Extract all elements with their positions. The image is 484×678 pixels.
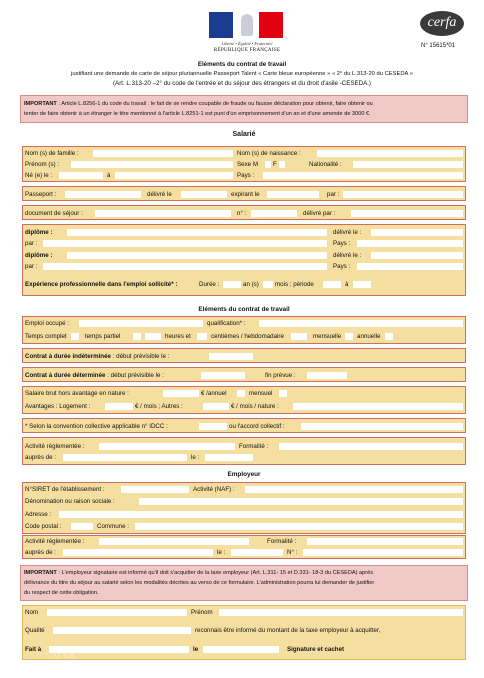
- diplome-2-par-label: par :: [25, 263, 38, 270]
- accord-label: ou l'accord collectif :: [229, 423, 285, 430]
- diplome-2-pays-label: Pays :: [333, 263, 351, 270]
- important-notice-taxe: [20, 565, 468, 601]
- nom-famille-field[interactable]: [93, 150, 233, 157]
- emploi-label: Emploi occupé :: [25, 320, 70, 327]
- qualification-label: qualification* :: [207, 320, 246, 327]
- cdi-label: Contrat à durée indéterminée: [25, 353, 111, 360]
- idcc-field[interactable]: [199, 423, 227, 430]
- prenom-field[interactable]: [71, 161, 233, 168]
- employeur-activite-reg-field[interactable]: [99, 538, 249, 545]
- important-text-2: tenter de faire obtenir à un étranger le titre mentionné à l'article L.8251-1 est puni d'un emprisonnement d'un an et d'une amende de 3000 €.: [24, 111, 371, 117]
- temps-complet-label: Temps complet: [25, 333, 67, 340]
- cdd-label: Contrat à durée déterminée: [25, 372, 106, 379]
- marianne-logo: [209, 12, 283, 38]
- nationalite-label: Nationalité :: [309, 161, 342, 168]
- diplome-1-field[interactable]: [67, 229, 327, 236]
- qualite-field[interactable]: [53, 627, 191, 634]
- employeur-numero-field[interactable]: [303, 549, 463, 556]
- doc-sejour-label: document de séjour :: [25, 210, 83, 217]
- lieu-naissance-label: à: [107, 172, 111, 179]
- sexe-f-checkbox[interactable]: [279, 161, 285, 168]
- section-salarie-heading: Salarié: [20, 131, 468, 138]
- aupres-label: auprès de :: [25, 454, 56, 461]
- passeport-field[interactable]: [65, 191, 141, 198]
- doc-sejour-numero-label: n° :: [237, 210, 247, 217]
- salaire-block: [22, 386, 466, 414]
- signature-block: [22, 605, 466, 660]
- diplome-1-par-label: par :: [25, 240, 38, 247]
- commune-field[interactable]: [135, 523, 463, 530]
- reconnais-text: reconnais être informé du montant de la taxe employeur à acquitter,: [195, 627, 381, 634]
- euro-annuel-label: € /annuel: [201, 390, 227, 397]
- convention-label: * Selon la convention collective applicable n° IDCC :: [25, 423, 168, 430]
- diplome-1-pays-field[interactable]: [357, 240, 463, 247]
- nationalite-field[interactable]: [353, 161, 463, 168]
- section-employeur-heading: Employeur: [20, 471, 468, 478]
- passeport-par-label: par :: [327, 191, 340, 198]
- denomination-label: Dénomination ou raison sociale :: [25, 498, 115, 505]
- emploi-field[interactable]: [79, 320, 203, 327]
- pays-naissance-field[interactable]: [263, 172, 463, 179]
- devise: Liberté • Égalité • Fraternité: [221, 41, 273, 46]
- important-2-line-3: du respect de cette obligation.: [24, 590, 99, 596]
- le-label: le :: [191, 454, 200, 461]
- doc-sejour-field[interactable]: [95, 210, 231, 217]
- republique-francaise: RÉPUBLIQUE FRANÇAISE: [213, 47, 281, 53]
- doc-sejour-numero-field[interactable]: [251, 210, 297, 217]
- diplome-experience-block: [22, 224, 466, 296]
- experience-ans-label: an (s): [243, 281, 259, 288]
- important-2-line-1: : L'employeur signataire est informé qu'il doit s'acquitter de la taxe employeur (Art. L.311- 15 et D.331- 18-3 du CESEDA) après: [56, 570, 374, 576]
- temps-partiel-label: temps partiel: [85, 333, 121, 340]
- formalite-field[interactable]: [279, 443, 463, 450]
- cdd-fin-label: fin prévue :: [265, 372, 296, 379]
- formalite-label: Formalité :: [239, 443, 269, 450]
- activite-reglementee-salarie-block: [22, 437, 466, 465]
- nature-label: € / mois / nature :: [231, 403, 279, 410]
- employeur-aupres-label: auprès de :: [25, 549, 56, 556]
- form-subtitle-2: (Art. L.313-20 –2° du code de l'entrée et du séjour des étrangers et du droit d'asile -CESEDA.): [113, 80, 371, 87]
- lieu-naissance-field[interactable]: [115, 172, 233, 179]
- heures-label: heures et: [165, 333, 191, 340]
- diplome-1-pays-label: Pays :: [333, 240, 351, 247]
- avantages-logement-label: Avantages : Logement :: [25, 403, 91, 410]
- sexe-m-checkbox[interactable]: [265, 161, 271, 168]
- employeur-numero-label: N° :: [287, 549, 298, 556]
- date-naissance-field[interactable]: [59, 172, 103, 179]
- denomination-field[interactable]: [139, 498, 463, 505]
- commune-label: Commune :: [97, 523, 129, 530]
- adresse-label: Adresse :: [25, 511, 52, 518]
- centiemes-label: centièmes / hebdomadaire: [211, 333, 284, 340]
- sexe-m-label: Sexe M: [237, 161, 258, 168]
- accord-field[interactable]: [301, 423, 463, 430]
- employeur-formalite-label: Formalité :: [267, 538, 297, 545]
- mensuelle-label: mensuelle: [313, 333, 342, 340]
- important-notice-fraud: [20, 95, 468, 123]
- mensuelle-checkbox[interactable]: [345, 333, 353, 340]
- doc-sejour-delivre-label: délivré par :: [303, 210, 336, 217]
- diplome-2-pays-field[interactable]: [357, 263, 463, 270]
- employeur-aupres-field[interactable]: [63, 549, 213, 556]
- hebdomadaire-checkbox[interactable]: [291, 333, 307, 340]
- annuel-checkbox[interactable]: [237, 390, 245, 397]
- siret-field[interactable]: [121, 486, 189, 493]
- signataire-nom-label: Nom: [25, 609, 39, 616]
- diplome-1-delivre-field[interactable]: [371, 229, 463, 236]
- passeport-expirant-field[interactable]: [267, 191, 319, 198]
- passeport-delivre-field[interactable]: [181, 191, 227, 198]
- passeport-label: Passeport :: [25, 191, 57, 198]
- passeport-delivre-label: délivré le: [147, 191, 172, 198]
- code-postal-field[interactable]: [71, 523, 93, 530]
- important-2-label: IMPORTANT: [24, 570, 57, 576]
- diplome-1-label: diplôme :: [25, 229, 53, 236]
- cdi-row: [22, 348, 466, 363]
- diplome-2-field[interactable]: [67, 252, 327, 259]
- nom-naissance-label: Nom (s) de naissance :: [237, 150, 301, 157]
- annuelle-label: annuelle: [357, 333, 381, 340]
- passeport-row: [22, 186, 466, 201]
- document-sejour-row: [22, 205, 466, 220]
- temps-partiel-checkbox[interactable]: [133, 333, 141, 340]
- form-subtitle-1: justifiant une demande de carte de séjour pluriannuelle Passeport Talent « Carte bleue européenne » « 2° du L.313-20 du CESEDA »: [71, 71, 413, 77]
- experience-mois-field[interactable]: [263, 281, 273, 288]
- centiemes-field[interactable]: [197, 333, 207, 340]
- employeur-le-field[interactable]: [231, 549, 283, 556]
- cdi-debut-label: : début prévisible le :: [110, 353, 170, 360]
- nom-famille-label: Nom (s) de famille :: [25, 150, 79, 157]
- autres-field[interactable]: [203, 403, 229, 410]
- fait-a-label: Fait à: [25, 646, 42, 653]
- naf-label: Activité (NAF) :: [193, 486, 235, 493]
- experience-a-label: à: [345, 281, 349, 288]
- activite-reg-label: Activité réglementée :: [25, 443, 85, 450]
- salarie-identity-block: [22, 146, 466, 182]
- experience-mois-label: mois ; période: [275, 281, 314, 288]
- important-label: IMPORTANT: [24, 101, 57, 107]
- signataire-prenom-field[interactable]: [219, 609, 463, 616]
- activite-reg-field[interactable]: [99, 443, 235, 450]
- cerfa-number: N° 15615*01: [421, 43, 456, 49]
- siret-label: N°SIRET de l'établissement :: [25, 486, 105, 493]
- important-2-line-2: délivrance du titre du séjour au salarié selon les modalités décrites au verso de ce formulaire. L'administration pourra lui demander de justifier: [24, 580, 375, 586]
- passeport-expirant-label: expirant le: [231, 191, 260, 198]
- employeur-le-label: le :: [217, 549, 226, 556]
- pays-naissance-label: Pays :: [237, 172, 255, 179]
- nature-field[interactable]: [293, 403, 463, 410]
- qualite-label: Qualité: [25, 627, 45, 634]
- experience-ans-field[interactable]: [223, 281, 241, 288]
- qualification-field[interactable]: [259, 320, 463, 327]
- mensuel-checkbox[interactable]: [279, 390, 287, 397]
- ne-le-label: Né (e) le :: [25, 172, 53, 179]
- cdd-debut-label: : début prévisible le :: [105, 372, 164, 379]
- nom-naissance-field[interactable]: [317, 150, 463, 157]
- heures-field[interactable]: [145, 333, 161, 340]
- section-contrat-heading: Eléments du contrat de travail: [20, 306, 468, 313]
- cdd-row: [22, 367, 466, 382]
- watermark: 一分钱: [37, 647, 77, 661]
- temps-complet-checkbox[interactable]: [71, 333, 79, 340]
- adresse-field[interactable]: [59, 511, 463, 518]
- employeur-identity-block: [22, 482, 466, 534]
- signataire-prenom-label: Prénom: [191, 609, 213, 616]
- cdi-debut-field[interactable]: [209, 353, 253, 360]
- naf-field[interactable]: [245, 486, 463, 493]
- signature-date-label: le: [193, 646, 199, 653]
- signature-date-field[interactable]: [203, 646, 279, 653]
- mensuel-label: mensuel: [249, 390, 273, 397]
- employeur-activite-reg-label: Activité réglementée :: [25, 538, 85, 545]
- activite-reglementee-employeur-block: [22, 535, 466, 559]
- autres-label: € / mois ; Autres :: [135, 403, 183, 410]
- code-postal-label: Code postal :: [25, 523, 62, 530]
- cdd-fin-field[interactable]: [307, 372, 347, 379]
- convention-row: [22, 418, 466, 433]
- logement-field[interactable]: [105, 403, 133, 410]
- annuelle-checkbox[interactable]: [385, 333, 393, 340]
- cerfa-logo: cerfa: [420, 11, 464, 36]
- experience-label: Expérience professionnelle dans l'emploi sollicité* :: [25, 281, 178, 288]
- prenom-label: Prénom (s) :: [25, 161, 60, 168]
- cdd-debut-field[interactable]: [201, 372, 245, 379]
- diplome-1-par-field[interactable]: [43, 240, 327, 247]
- le-field[interactable]: [205, 454, 253, 461]
- diplome-2-delivre-field[interactable]: [371, 252, 463, 259]
- experience-periode-fin-field[interactable]: [353, 281, 371, 288]
- sexe-f-label: F: [273, 161, 277, 168]
- diplome-1-delivre-label: délivré le :: [333, 229, 362, 236]
- salaire-field[interactable]: [163, 390, 199, 397]
- diplome-2-label: diplôme :: [25, 252, 53, 259]
- aupres-field[interactable]: [63, 454, 187, 461]
- employeur-formalite-field[interactable]: [307, 538, 463, 545]
- experience-duree-label: Durée :: [199, 281, 220, 288]
- experience-periode-debut-field[interactable]: [323, 281, 341, 288]
- diplome-2-par-field[interactable]: [43, 263, 327, 270]
- emploi-block: [22, 316, 466, 344]
- form-title: Eléments du contrat de travail: [197, 61, 287, 68]
- signataire-nom-field[interactable]: [47, 609, 187, 616]
- marianne-icon: [241, 14, 253, 36]
- passeport-par-field[interactable]: [343, 191, 463, 198]
- important-text-1: : Article L.8256-1 du code du travail : le fait de se rendre coupable de fraude ou fausse déclaration pour obtenir, faire obtenir ou: [56, 101, 373, 107]
- signature-cachet-label: Signature et cachet: [287, 646, 345, 653]
- doc-sejour-delivre-field[interactable]: [351, 210, 463, 217]
- salaire-label: Salaire brut hors avantage en nature :: [25, 390, 129, 397]
- diplome-2-delivre-label: délivré le :: [333, 252, 362, 259]
